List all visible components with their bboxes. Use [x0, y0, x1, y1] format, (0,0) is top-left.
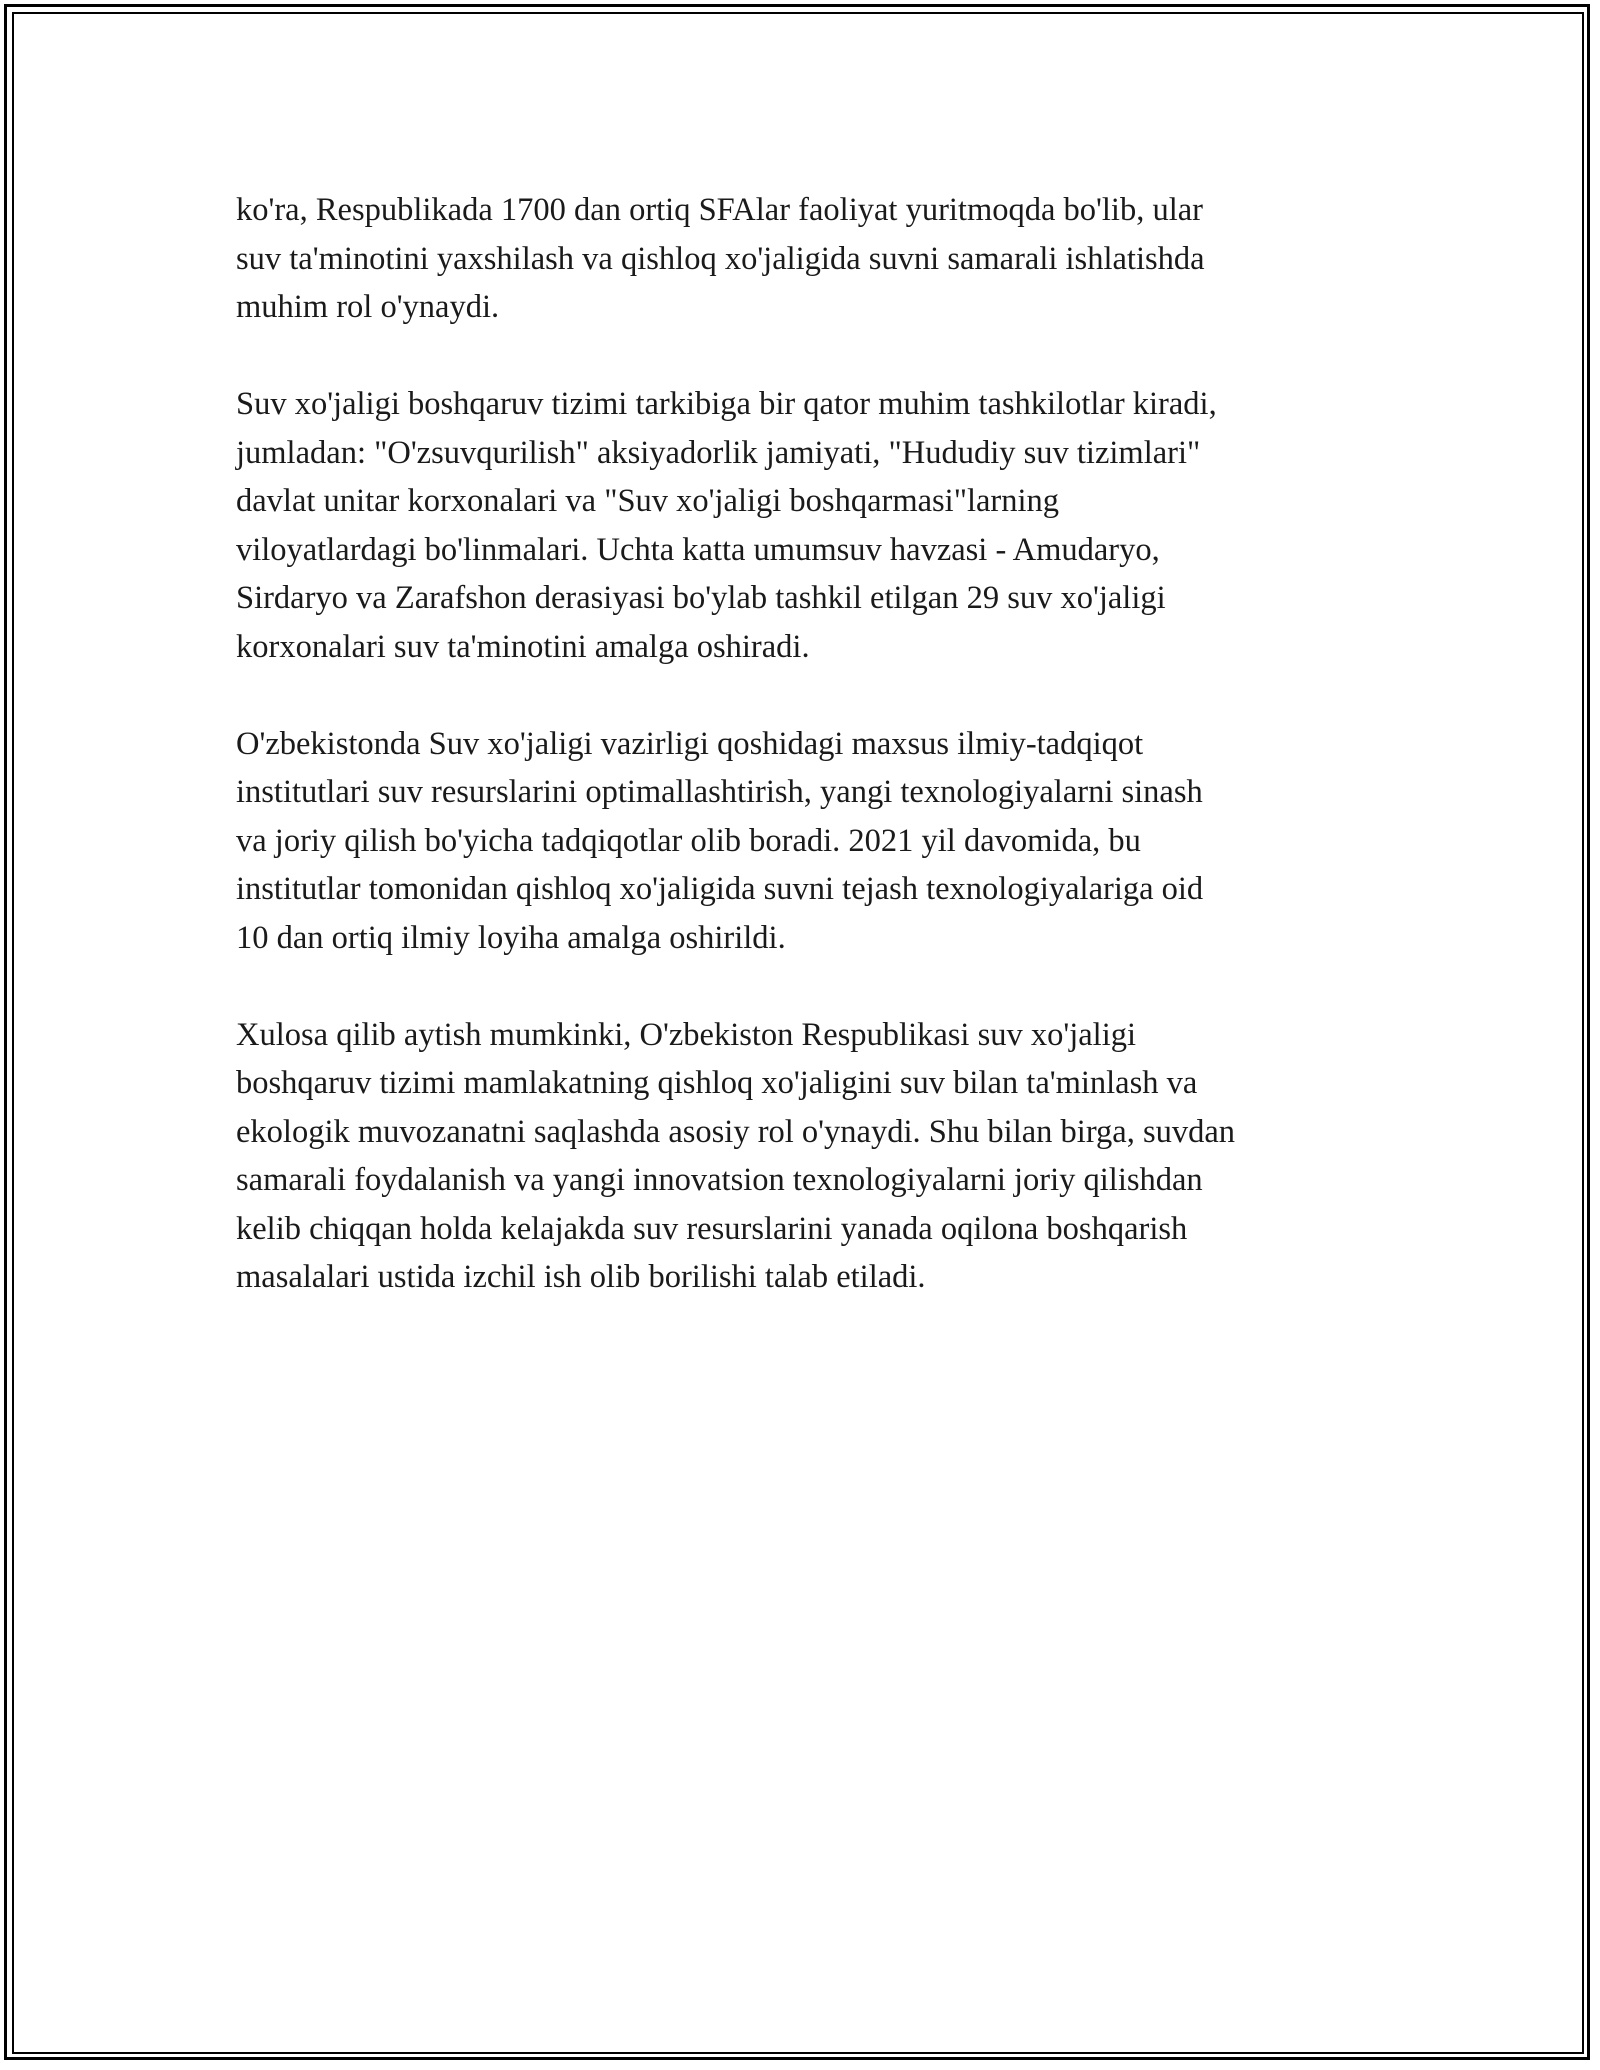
document-body [236, 186, 1376, 1350]
paragraph-management-organizations: Suv xo'jaligi boshqaruv tizimi tarkibiga bir qator muhim tashkilotlar kiradi, jumladan: "O'zsuvqurilish" aksiyadorlik jamiyati, "Hududiy suv tizimlari" davlat unitar korxonalari va "Suv xo'jaligi boshqarmasi"larning viloyatlardagi bo'linmalari. Uchta katta umumsuv havzasi - Amudaryo, Sirdaryo va Zarafshon derasiyasi bo'ylab tashkil etilgan 29 suv xo'jaligi korxonalari suv ta'minotini amalga oshiradi. [236, 386, 1217, 665]
paragraph-research-institutes: O'zbekistonda Suv xo'jaligi vazirligi qoshidagi maxsus ilmiy-tadqiqot institutlari suv resurslarini optimallashtirish, yangi texnologiyalarni sinash va joriy qilish bo'yicha tadqiqotlar olib boradi. 2021 yil davomida, bu institutlar tomonidan qishloq xo'jaligida suvni tejash texnologiyalariga oid 10 dan ortiq ilmiy loyiha amalga oshirildi. [236, 725, 1204, 956]
paragraph-sfa-activity: ko'ra, Respublikada 1700 dan ortiq SFAlar faoliyat yuritmoqda bo'lib, ular suv ta'minotini yaxshilash va qishloq xo'jaligida suvni samarali ishlatishda muhim rol o'ynaydi. [236, 192, 1205, 325]
paragraph-conclusion: Xulosa qilib aytish mumkinki, O'zbekiston Respublikasi suv xo'jaligi boshqaruv tizimi mamlakatning qishloq xo'jaligini suv bilan ta'minlash va ekologik muvozanatni saqlashda asosiy rol o'ynaydi. Shu bilan birga, suvdan samarali foydalanish va yangi innovatsion texnologiyalarni joriy qilishdan kelib chiqqan holda kelajakda suv resurslarini yanada oqilona boshqarish masalalari ustida izchil ish olib borilishi talab etiladi. [236, 1016, 1236, 1295]
